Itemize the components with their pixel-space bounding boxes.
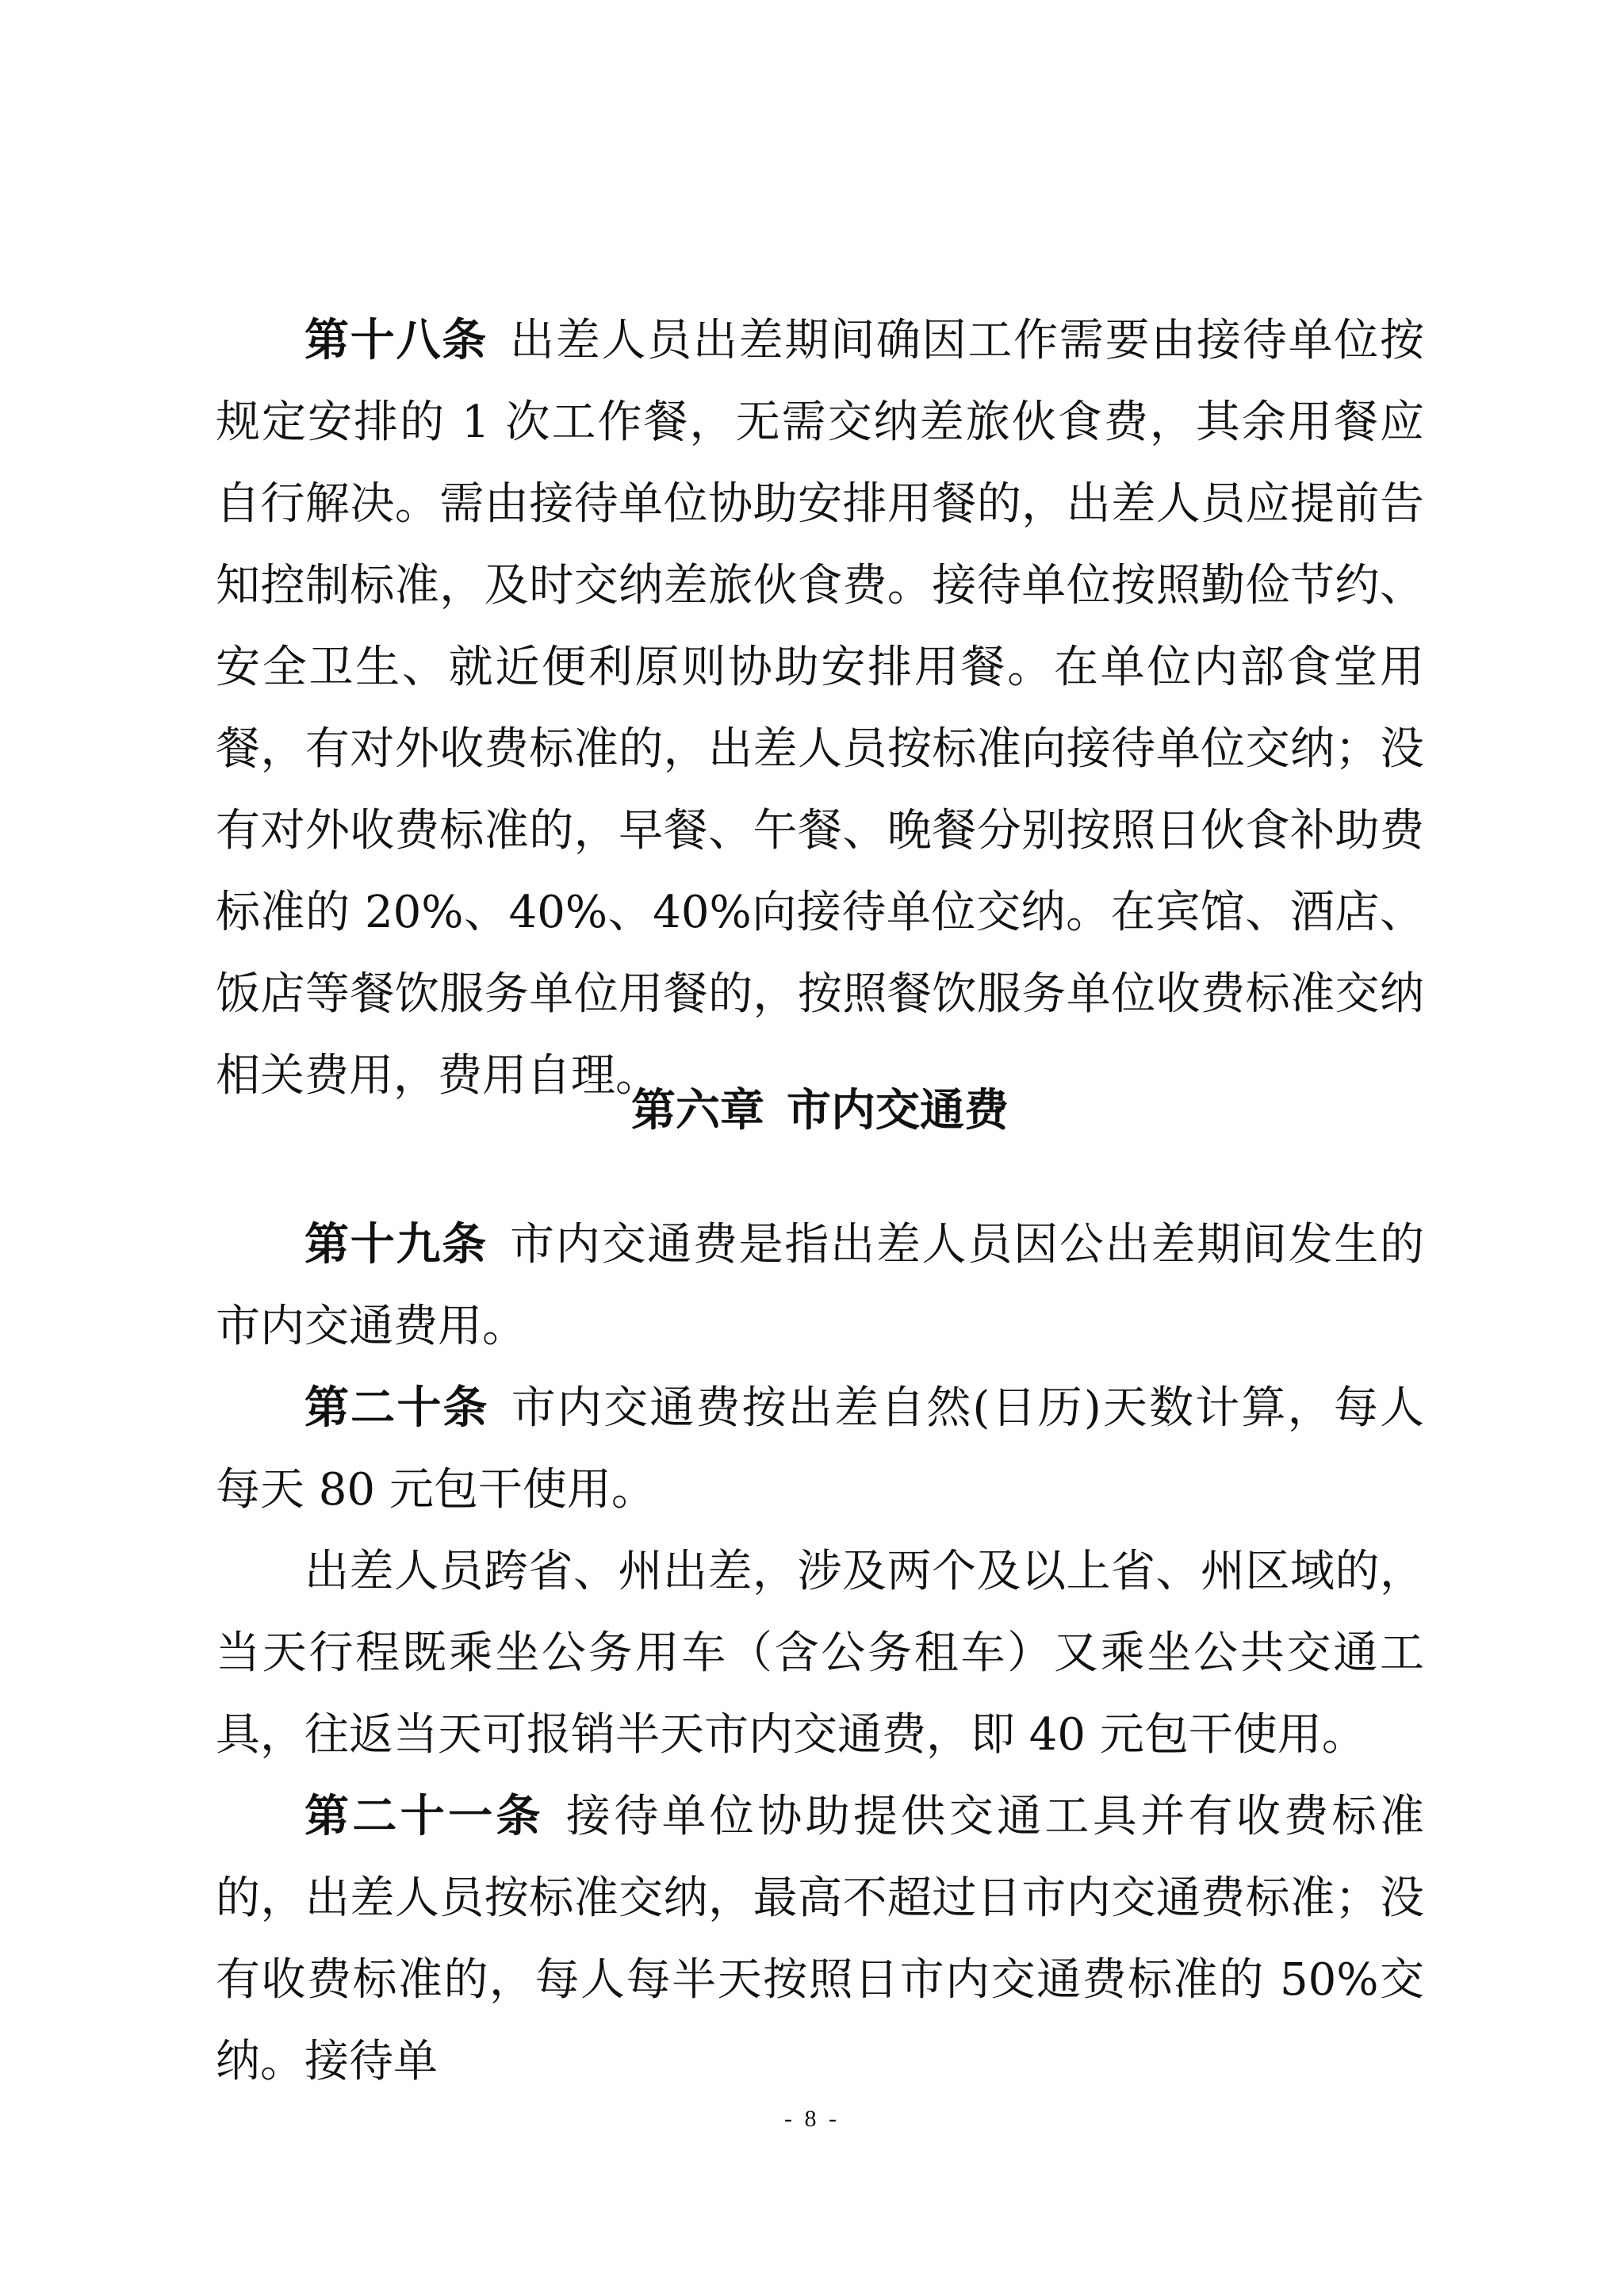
article-20-paragraph-2 xyxy=(216,1531,1424,1776)
article-20-label: 第二十条 xyxy=(304,1382,489,1434)
page-number: - 8 - xyxy=(784,2106,840,2132)
chapter-title: 市内交通费 xyxy=(787,1085,1009,1137)
chapter-number: 第六章 xyxy=(631,1085,764,1137)
chapter-heading xyxy=(216,1075,1424,1147)
article-18-text: 出差人员出差期间确因工作需要由接待单位按规定安排的 1 次工作餐，无需交纳差旅伙食费，其余用餐应自行解决。需由接待单位协助安排用餐的，出差人员应提前告知控制标准，及时交纳差旅伙食费。接待单位按照勤俭节约、安全卫生、就近便利原则协助安排用餐。在单位内部食堂用餐，有对外收费标准的，出差人员按标准向接待单位交纳；没有对外收费标准的，早餐、午餐、晚餐分别按照日伙食补助费标准的 20%、40%、40%向接待单位交纳。在宾馆、酒店、饭店等餐饮服务单位用餐的，按照餐饮服务单位收费标准交纳相关费用，费用自理。 xyxy=(216,315,1425,1102)
article-21-text: 接待单位协助提供交通工具并有收费标准的，出差人员按标准交纳，最高不超过日市内交通费标准；没有收费标准的，每人每半天按照日市内交通费标准的 50%交纳。接待单 xyxy=(216,1791,1425,2087)
article-18-block xyxy=(216,300,1424,1117)
article-20-text: 市内交通费按出差自然(日历)天数计算，每人每天 80 元包干使用。 xyxy=(216,1382,1424,1516)
article-20-paragraph xyxy=(216,1367,1424,1531)
article-18-label: 第十八条 xyxy=(304,315,488,366)
article-19-text: 市内交通费是指出差人员因公出差期间发生的市内交通费用。 xyxy=(216,1219,1425,1352)
article-18-paragraph xyxy=(216,300,1424,1117)
article-19-paragraph xyxy=(216,1204,1424,1367)
article-21-paragraph xyxy=(216,1776,1424,2102)
article-20-para2-text: 出差人员跨省、州出差，涉及两个及以上省、州区域的，当天行程既乘坐公务用车（含公务租车）又乘坐公共交通工具，往返当天可报销半天市内交通费，即 40 元包干使用。 xyxy=(216,1546,1424,1761)
article-19-label: 第十九条 xyxy=(304,1219,488,1271)
article-21-label: 第二十一条 xyxy=(304,1791,544,1842)
chapter-6-body xyxy=(216,1204,1424,2102)
